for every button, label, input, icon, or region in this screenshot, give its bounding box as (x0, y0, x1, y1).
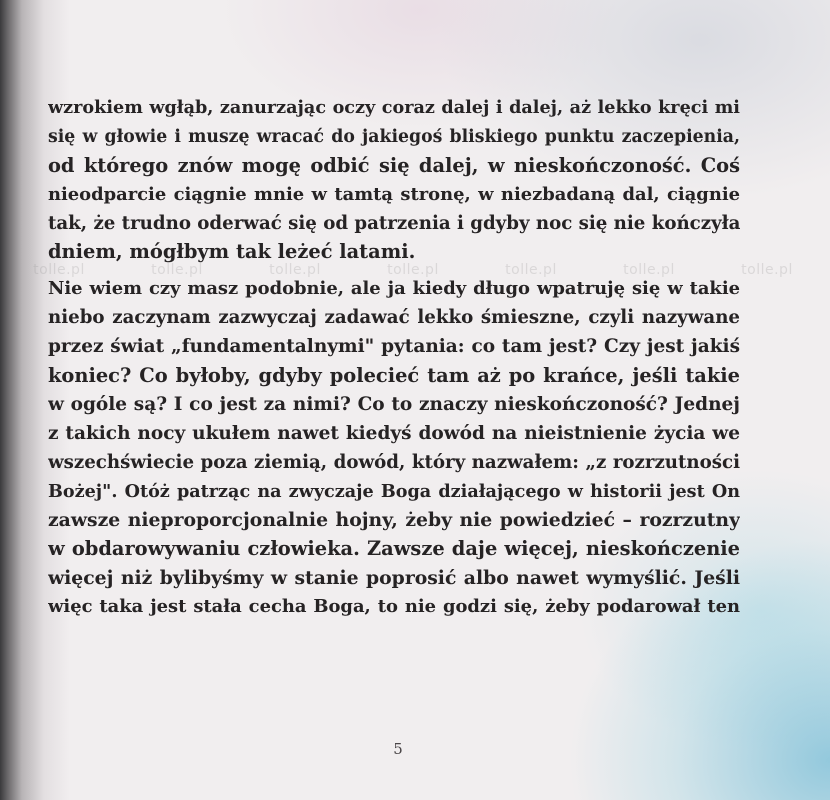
text-line: wszechświecie poza ziemią, dowód, który nazwałem: „z rozrzutności (48, 451, 740, 473)
text-line: więc taka jest stała cecha Boga, to nie godzi się, żeby podarował ten (48, 596, 740, 618)
text-line: dniem, mógłbym tak leżeć latami. (48, 240, 416, 264)
text-line: w ogóle są? I co jest za nimi? Co to znaczy nieskończoność? Jednej (48, 393, 740, 415)
text-line: niebo zaczynam zazwyczaj zadawać lekko śmieszne, czyli nazywane (48, 307, 740, 329)
watermark-text: tolle.pl (623, 262, 675, 278)
text-line: z takich nocy ukułem nawet kiedyś dowód na nieistnienie życia we (48, 422, 740, 444)
text-line: w obdarowywaniu człowieka. Zawsze daje więcej, nieskończenie (48, 537, 740, 561)
watermark-text: tolle.pl (741, 262, 793, 278)
watermark-text: tolle.pl (33, 262, 85, 278)
text-line: się w głowie i muszę wracać do jakiegoś bliskiego punktu zaczepienia, (48, 126, 740, 147)
text-line: od którego znów mogę odbić się dalej, w nieskończoność. Coś (48, 153, 740, 177)
watermark-text: tolle.pl (151, 262, 203, 278)
text-line: nieodparcie ciągnie mnie w tamtą stronę, w niezbadaną dal, ciągnie (48, 183, 740, 205)
paragraph-2 (48, 275, 740, 622)
watermark-text: tolle.pl (505, 262, 557, 278)
text-line: przez świat „fundamentalnymi" pytania: co tam jest? Czy jest jakiś (48, 336, 740, 358)
text-line: tak, że trudno oderwać się od patrzenia i gdyby noc się nie kończyła (48, 212, 740, 234)
text-line: zawsze nieproporcjonalnie hojny, żeby nie powiedzieć – rozrzutny (48, 509, 740, 532)
paragraph-1 (48, 94, 740, 267)
text-line: Nie wiem czy masz podobnie, ale ja kiedy długo wpatruję się w takie (48, 278, 740, 300)
watermark-text: tolle.pl (387, 262, 439, 278)
body-text (48, 94, 740, 622)
text-line: wzrokiem wgłąb, zanurzając oczy coraz dalej i dalej, aż lekko kręci mi (48, 97, 740, 118)
text-line: więcej niż bylibyśmy w stanie poprosić albo nawet wymyślić. Jeśli (48, 567, 740, 590)
page-number: 5 (393, 740, 403, 758)
watermark-text: tolle.pl (269, 262, 321, 278)
text-line: koniec? Co byłoby, gdyby polecieć tam aż po krańce, jeśli takie (48, 364, 740, 388)
text-line: Bożej". Otóż patrząc na zwyczaje Boga działającego w historii jest On (48, 480, 740, 502)
